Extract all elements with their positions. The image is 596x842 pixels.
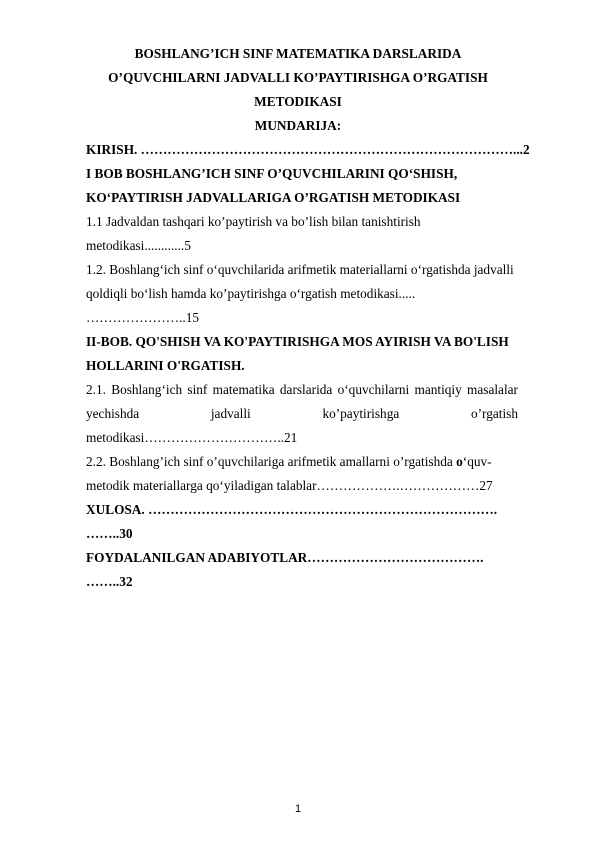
toc-section-1-2-cont: qoldiqli bo‘lish hamda ko’paytirishga o‘rgatish metodikasi..... — [86, 286, 416, 301]
word: matematika — [212, 382, 275, 397]
toc-section-2-2-bold: o — [456, 454, 463, 469]
word: jadvalli — [210, 406, 251, 421]
title-line-2: O’QUVCHILARNI JADVALLI KO’PAYTIRISHGA O’RGATISH — [108, 70, 488, 85]
word: sinf — [187, 382, 208, 397]
toc-references: FOYDALANILGAN ADABIYOTLAR…………………………………. — [86, 550, 484, 565]
word: masalalar — [467, 382, 518, 397]
title-line-1: BOSHLANG’ICH SINF MATEMATIKA DARSLARIDA — [134, 46, 462, 61]
toc-section-2-2 — [86, 454, 492, 470]
toc-section-1-1: 1.1 Jadvaldan tashqari ko’paytirish va bo’lish bilan tanishtirish — [86, 214, 421, 229]
toc-chapter-1-title: I BOB BOSHLANG’ICH SINF O’QUVCHILARINI QO‘SHISH, — [86, 166, 458, 181]
toc-references-page: ……..32 — [86, 574, 133, 589]
toc-chapter-2-title-cont: HOLLARINI O'RGATISH. — [86, 358, 245, 373]
page-number: 1 — [294, 803, 302, 815]
toc-section-2-1-cont — [86, 406, 518, 422]
title-line-3: METODIKASI — [254, 94, 342, 109]
toc-section-1-2-page: …………………..15 — [86, 310, 200, 325]
word: Boshlang‘ich — [111, 382, 183, 397]
toc-section-2-2-tail: ‘quv- — [462, 454, 492, 469]
word: ko’paytirishga — [322, 406, 400, 421]
word: o’rgatish — [470, 406, 518, 421]
toc-conclusion: XULOSA. ……………………………………………………………………. — [86, 502, 498, 517]
toc-section-2-1-page: metodikasi…………………………..21 — [86, 430, 298, 445]
word: 2.1. — [86, 382, 106, 397]
word: darslarida — [279, 382, 333, 397]
toc-section-2-1 — [86, 382, 518, 398]
toc-section-1-2: 1.2. Boshlang‘ich sinf o‘quvchilarida arifmetik materiallarni o‘rgatishda jadvalli — [86, 262, 514, 277]
toc-section-1-1-cont: metodikasi............5 — [86, 238, 191, 253]
toc-chapter-2-title: II-BOB. QO'SHISH VA KO'PAYTIRISHGA MOS AYIRISH VA BO'LISH — [86, 334, 509, 349]
contents-heading: MUNDARIJA: — [254, 118, 342, 133]
word: o‘quvchilarni — [337, 382, 410, 397]
word: mantiqiy — [414, 382, 462, 397]
toc-intro: KIRISH. …………………………………………………………………………...2 — [86, 142, 530, 157]
toc-chapter-1-title-cont: KO‘PAYTIRISH JADVALLARIGA O’RGATISH METODIKASI — [86, 190, 461, 205]
toc-section-2-2-text: 2.2. Boshlang’ich sinf o’quvchilariga arifmetik amallarni o’rgatishda — [86, 454, 457, 469]
word: yechishda — [86, 406, 140, 421]
toc-section-2-2-cont: metodik materiallarga qo‘yiladigan talablar……………….………………27 — [86, 478, 493, 493]
toc-conclusion-page: ……..30 — [86, 526, 133, 541]
